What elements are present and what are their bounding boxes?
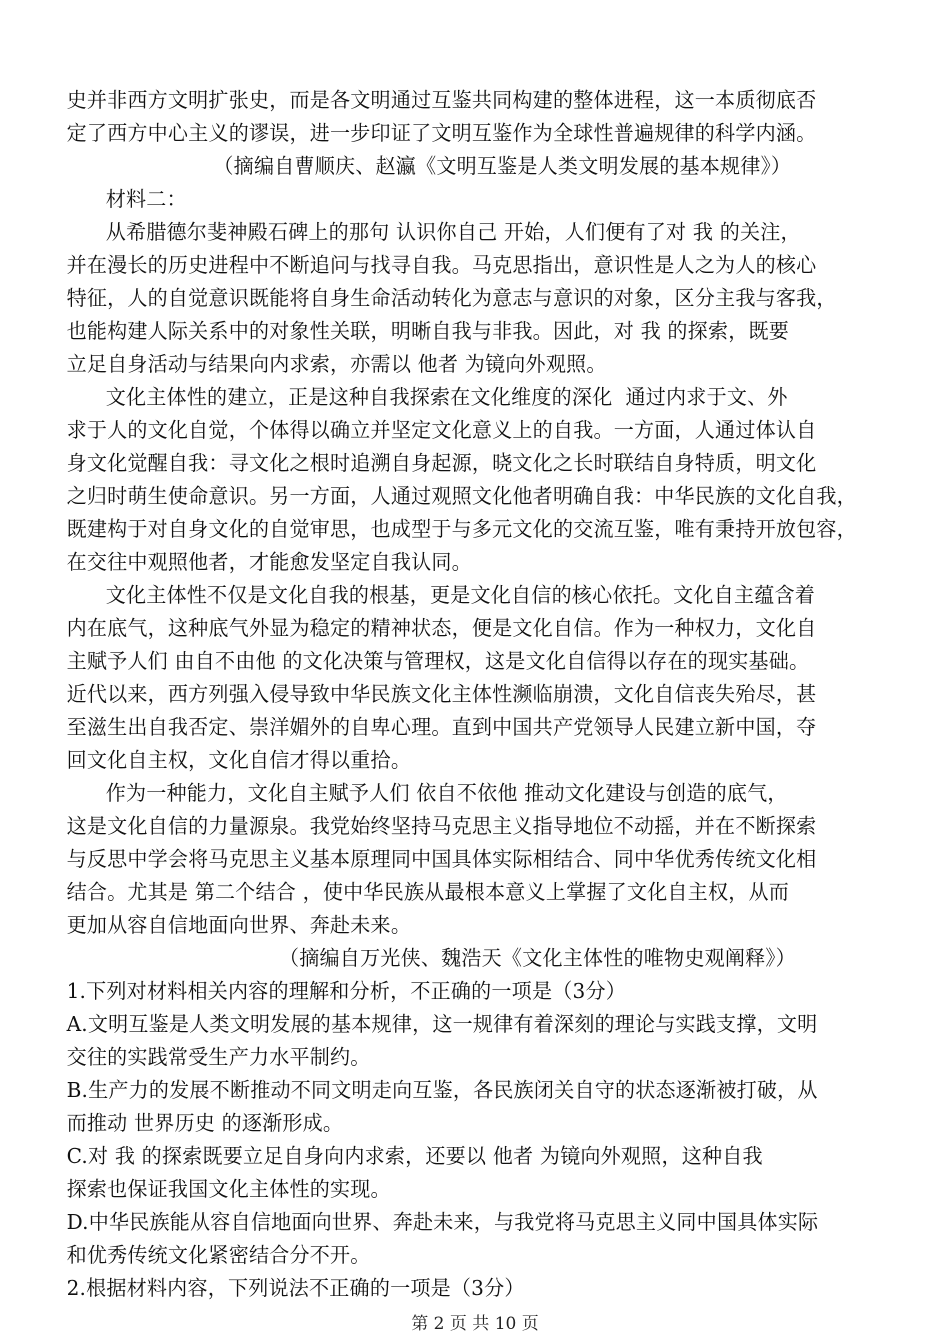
body-line: 求于人的文化自觉，个体得以确立并坚定文化意义上的自我。一方面，人通过体认自 xyxy=(66,418,817,442)
body-line: 作为一种能力，文化自主赋予人们 依自不依他 推动文化建设与创造的底气， xyxy=(105,781,788,805)
body-line: 也能构建人际关系中的对象性关联，明晰自我与非我。因此，对 我 的探索，既要 xyxy=(66,319,790,343)
citation: （摘编自万光侠、魏浩天《文化主体性的唯物史观阐释》） xyxy=(279,946,796,970)
body-line: 近代以来，西方列强入侵导致中华民族文化主体性濒临崩溃，文化自信丧失殆尽，甚 xyxy=(66,682,817,706)
section-heading: 材料二： xyxy=(105,187,187,211)
citation: （摘编自曹顺庆、赵瀛《文明互鉴是人类文明发展的基本规律》） xyxy=(213,154,792,178)
question-1: 1.下列对材料相关内容的理解和分析，不正确的一项是（3分） xyxy=(66,979,626,1003)
option-a: 交往的实践常受生产力水平制约。 xyxy=(66,1045,371,1069)
option-c: C.对 我 的探索既要立足自身向内求索，还要以 他者 为镜向外观照，这种自我 xyxy=(66,1144,763,1168)
body-line: 结合。尤其是 第二个结合 ，使中华民族从最根本意义上掌握了文化自主权，从而 xyxy=(66,880,790,904)
body-line: 从希腊德尔斐神殿石碑上的那句 认识你自己 开始，人们便有了对 我 的关注， xyxy=(105,220,801,244)
body-line: 至滋生出自我否定、崇洋媚外的自卑心理。直到中国共产党领导人民建立新中国，夺 xyxy=(66,715,817,739)
page-footer: 第 2 页 共 10 页 xyxy=(411,1314,539,1334)
body-line: 内在底气，这种底气外显为稳定的精神状态，便是文化自信。作为一种权力，文化自 xyxy=(66,616,817,640)
option-d: 和优秀传统文化紧密结合分不开。 xyxy=(66,1243,371,1267)
question-2: 2.根据材料内容，下列说法不正确的一项是（3分） xyxy=(66,1276,525,1300)
option-b: 而推动 世界历史 的逐渐形成。 xyxy=(66,1111,344,1135)
option-d: D.中华民族能从容自信地面向世界、奔赴未来，与我党将马克思主义同中国具体实际 xyxy=(66,1210,819,1234)
option-c: 探索也保证我国文化主体性的实现。 xyxy=(66,1177,391,1201)
body-line: 这是文化自信的力量源泉。我党始终坚持马克思主义指导地位不动摇，并在不断探索 xyxy=(66,814,817,838)
body-line: 既建构于对自身文化的自觉审思，也成型于与多元文化的交流互鉴，唯有秉持开放包容， xyxy=(66,517,857,541)
body-line: 主赋予人们 由自不由他 的文化决策与管理权，这是文化自信得以存在的现实基础。 xyxy=(66,649,810,673)
body-line: 特征，人的自觉意识既能将自身生命活动转化为意志与意识的对象，区分主我与客我， xyxy=(66,286,837,310)
body-line: 文化主体性不仅是文化自我的根基，更是文化自信的核心依托。文化自主蕴含着 xyxy=(105,583,816,607)
body-line: 身文化觉醒自我：寻文化之根时追溯自身起源，晓文化之长时联结自身特质，明文化 xyxy=(66,451,817,475)
body-line: 文化主体性的建立，正是这种自我探索在文化维度的深化 通过内求于文、外 xyxy=(105,385,788,409)
body-line: 回文化自主权，文化自信才得以重拾。 xyxy=(66,748,412,772)
body-line: 定了西方中心主义的谬误，进一步印证了文明互鉴作为全球性普遍规律的科学内涵。 xyxy=(66,121,817,145)
body-line: 在交往中观照他者，才能愈发坚定自我认同。 xyxy=(66,550,472,574)
body-line: 之归时萌生使命意识。另一方面，人通过观照文化他者明确自我：中华民族的文化自我， xyxy=(66,484,857,508)
option-b: B.生产力的发展不断推动不同文明走向互鉴，各民族闭关自守的状态逐渐被打破，从 xyxy=(66,1078,818,1102)
body-line: 更加从容自信地面向世界、奔赴未来。 xyxy=(66,913,412,937)
body-line: 并在漫长的历史进程中不断追问与找寻自我。马克思指出，意识性是人之为人的核心 xyxy=(66,253,817,277)
option-a: A.文明互鉴是人类文明发展的基本规律，这一规律有着深刻的理论与实践支撑，文明 xyxy=(66,1012,818,1036)
body-line: 史并非西方文明扩张史，而是各文明通过互鉴共同构建的整体进程，这一本质彻底否 xyxy=(66,88,817,112)
body-line: 与反思中学会将马克思主义基本原理同中国具体实际相结合、同中华优秀传统文化相 xyxy=(66,847,817,871)
body-line: 立足自身活动与结果向内求索，亦需以 他者 为镜向外观照。 xyxy=(66,352,607,376)
